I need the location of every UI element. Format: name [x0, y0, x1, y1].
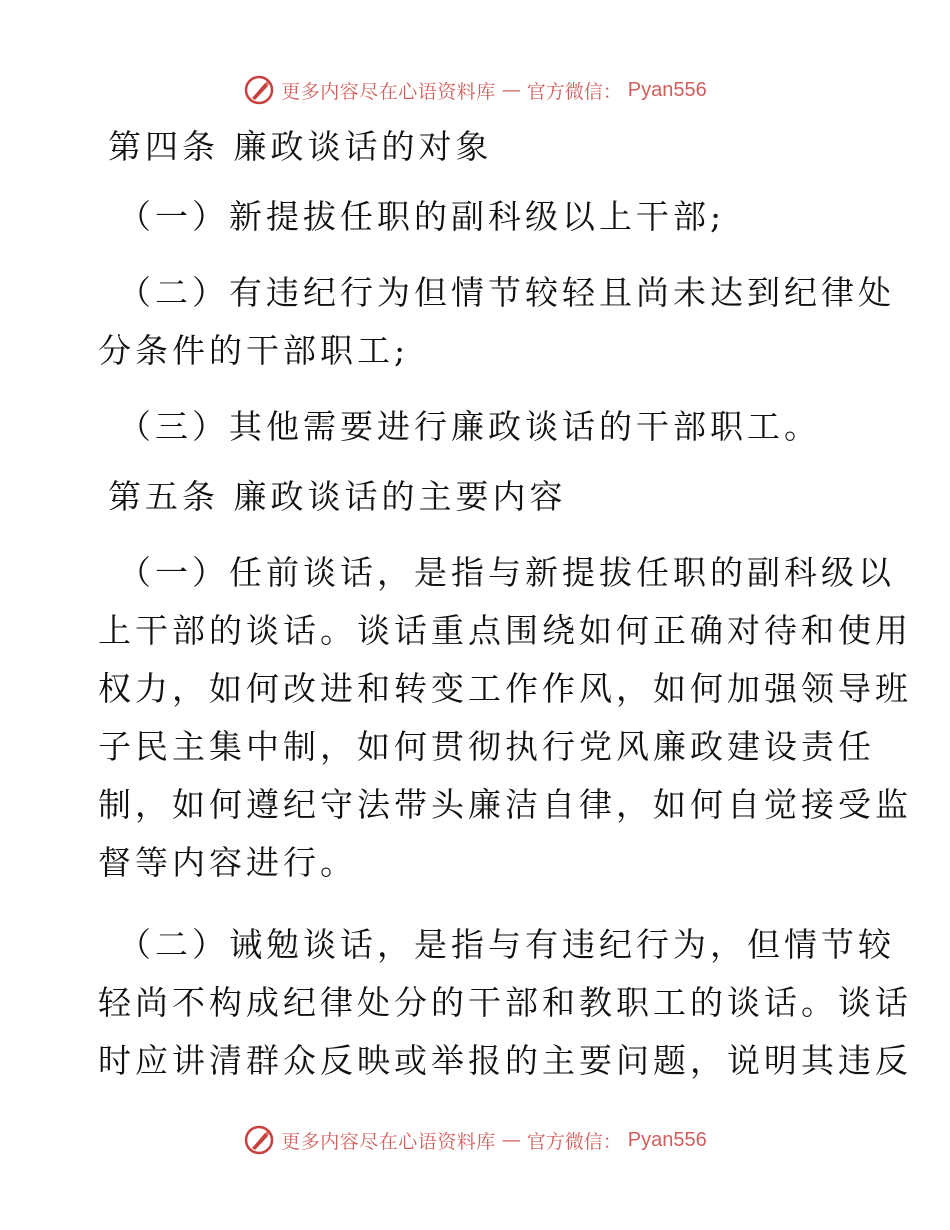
paragraph-line: （二）诫勉谈话，是指与有违纪行为，但情节较	[118, 925, 895, 964]
footer-watermark	[0, 1120, 950, 1160]
paragraph-line: （一）新提拔任职的副科级以上干部;	[118, 197, 726, 236]
paragraph-line: 制，如何遵纪守法带头廉洁自律，如何自觉接受监	[98, 785, 912, 824]
article-5-item-2	[98, 916, 912, 1090]
paragraph-line: （三）其他需要进行廉政谈话的干部职工。	[118, 407, 821, 446]
watermark-separator: —	[501, 1129, 521, 1151]
pen-logo-icon	[243, 1124, 275, 1156]
watermark-wechat-label: 官方微信：	[526, 1130, 622, 1153]
article-4-item-3	[98, 404, 858, 450]
header-watermark	[0, 70, 950, 110]
paragraph-line: 督等内容进行。	[98, 843, 357, 882]
document-body	[98, 124, 912, 1114]
paragraph-line: 时应讲清群众反映或举报的主要问题，说明其违反	[98, 1041, 912, 1080]
article-5-heading: 第五条 廉政谈话的主要内容	[108, 477, 567, 516]
paragraph-line: （二）有违纪行为但情节较轻且尚未达到纪律处	[118, 273, 895, 312]
watermark-separator: —	[501, 79, 521, 101]
article-4-heading: 第四条 廉政谈话的对象	[108, 127, 493, 166]
paragraph-line: 轻尚不构成纪律处分的干部和教职工的谈话。谈话	[98, 983, 912, 1022]
article-4-item-1	[98, 194, 858, 240]
watermark-wechat-id: Pyan556	[627, 1128, 707, 1151]
paragraph-line: 权力，如何改进和转变工作作风，如何加强领导班	[98, 669, 912, 708]
watermark-site-text: 更多内容尽在心语资料库	[281, 80, 496, 103]
pen-logo-icon	[243, 74, 275, 106]
article-4-item-2	[98, 264, 895, 380]
paragraph-line: 上干部的谈话。谈话重点围绕如何正确对待和使用	[98, 611, 912, 650]
watermark-wechat-label: 官方微信：	[526, 80, 622, 103]
article-5-item-1	[98, 544, 912, 892]
watermark-wechat-id: Pyan556	[627, 78, 707, 101]
paragraph-line: 子民主集中制，如何贯彻执行党风廉政建设责任	[98, 727, 875, 766]
watermark-site-text: 更多内容尽在心语资料库	[281, 1130, 496, 1153]
paragraph-line: （一）任前谈话，是指与新提拔任职的副科级以	[118, 553, 895, 592]
paragraph-line: 分条件的干部职工;	[98, 331, 410, 370]
